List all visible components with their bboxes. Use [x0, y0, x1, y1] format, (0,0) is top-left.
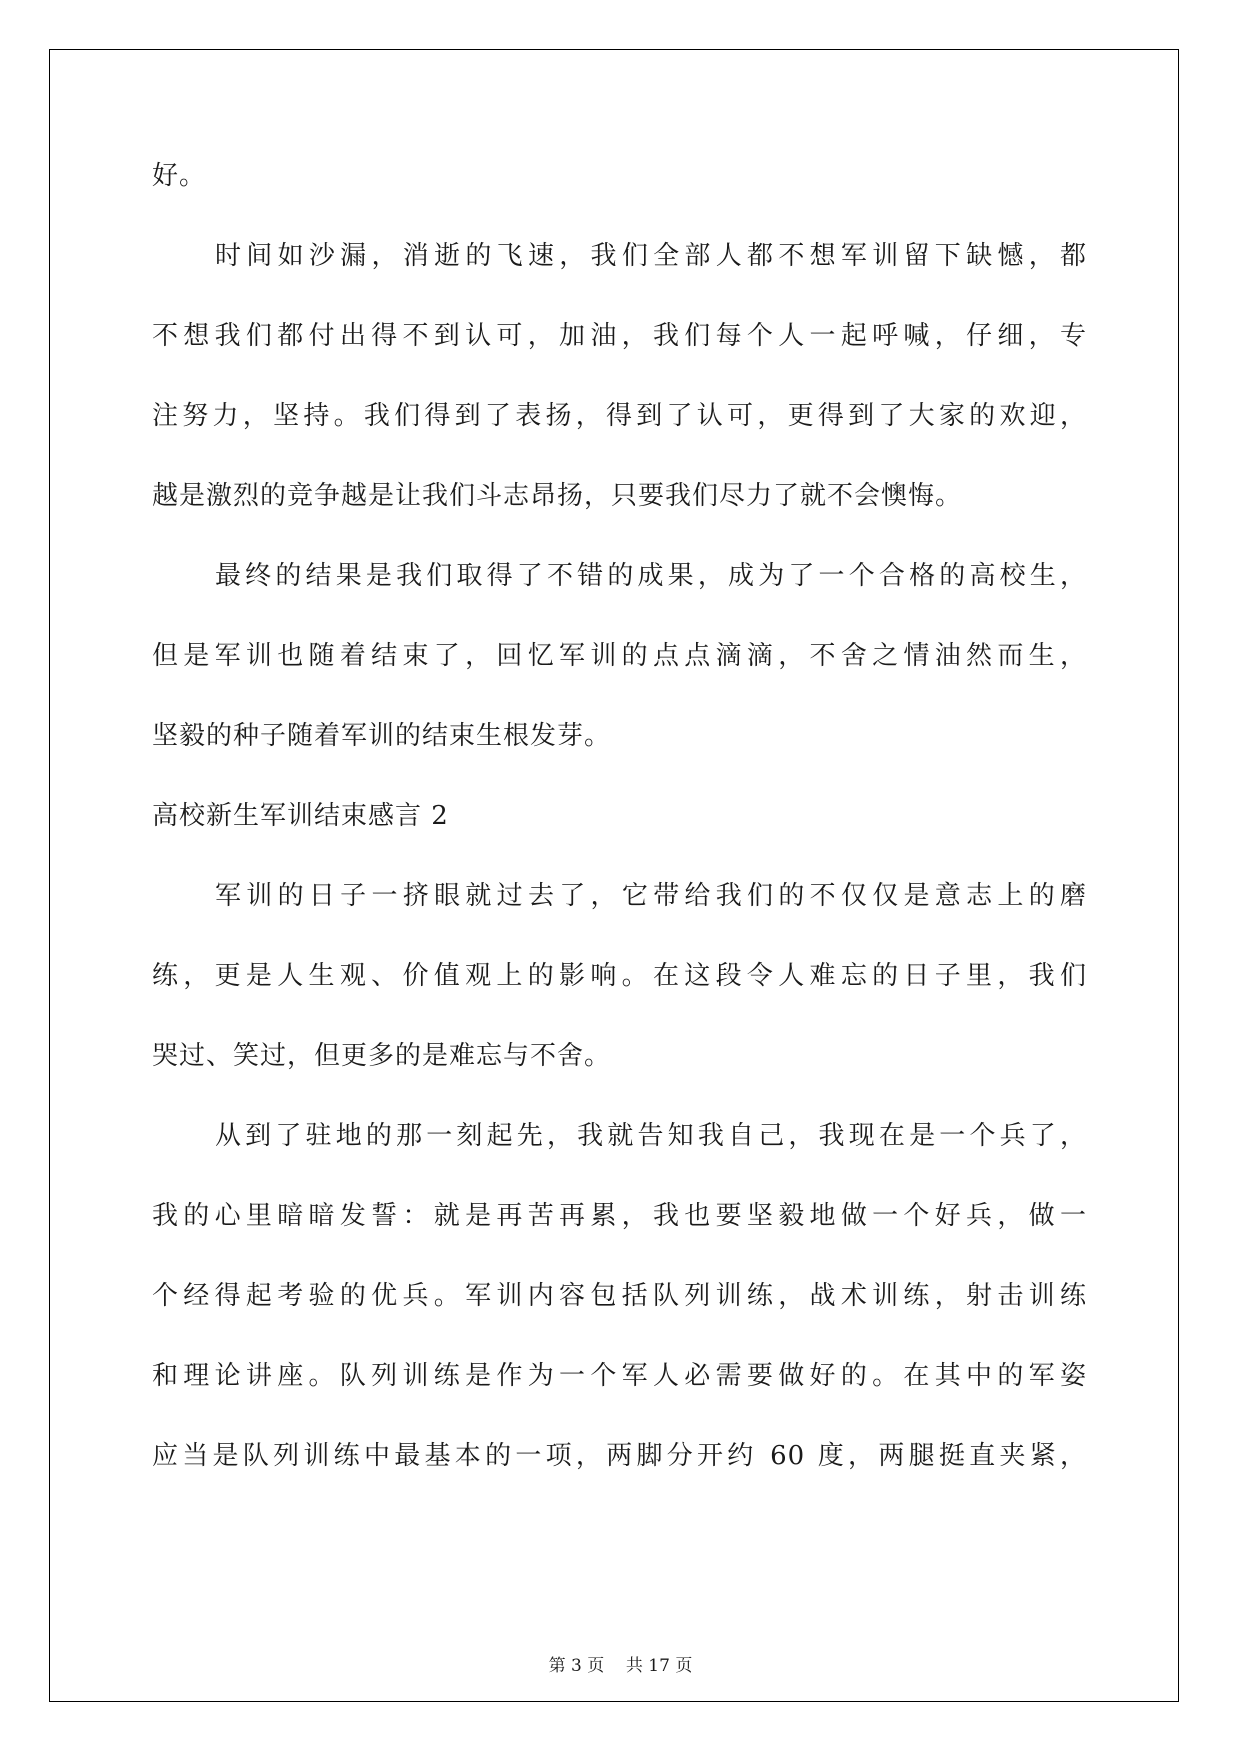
text-line: 个经得起考验的优兵。军训内容包括队列训练，战术训练，射击训练	[152, 1281, 1087, 1311]
text-line: 和理论讲座。队列训练是作为一个军人必需要做好的。在其中的军姿	[152, 1361, 1087, 1391]
text-line: 最终的结果是我们取得了不错的成果，成为了一个合格的高校生，	[215, 561, 1087, 591]
text-line: 从到了驻地的那一刻起先，我就告知我自己，我现在是一个兵了，	[215, 1121, 1087, 1151]
page-footer: 第 3 页 共 17 页	[548, 1656, 693, 1676]
text-line: 应当是队列训练中最基本的一项，两脚分开约 60 度，两腿挺直夹紧，	[152, 1441, 1087, 1471]
text-line: 注努力，坚持。我们得到了表扬，得到了认可，更得到了大家的欢迎，	[152, 401, 1087, 431]
text-line: 军训的日子一挤眼就过去了，它带给我们的不仅仅是意志上的磨	[215, 881, 1087, 911]
section-heading: 高校新生军训结束感言 2	[152, 801, 449, 831]
text-line: 越是激烈的竞争越是让我们斗志昂扬，只要我们尽力了就不会懊悔。	[152, 481, 963, 511]
text-line: 不想我们都付出得不到认可，加油，我们每个人一起呼喊，仔细，专	[152, 321, 1087, 351]
text-line: 时间如沙漏，消逝的飞速，我们全部人都不想军训留下缺憾，都	[215, 241, 1087, 271]
text-line: 坚毅的种子随着军训的结束生根发芽。	[152, 721, 612, 751]
text-line: 好。	[152, 161, 207, 191]
text-line: 哭过、笑过，但更多的是难忘与不舍。	[152, 1041, 612, 1071]
text-line: 但是军训也随着结束了，回忆军训的点点滴滴，不舍之情油然而生，	[152, 641, 1087, 671]
text-line: 练，更是人生观、价值观上的影响。在这段令人难忘的日子里，我们	[152, 961, 1087, 991]
text-line: 我的心里暗暗发誓：就是再苦再累，我也要坚毅地做一个好兵，做一	[152, 1201, 1087, 1231]
document-body	[152, 160, 1087, 1520]
